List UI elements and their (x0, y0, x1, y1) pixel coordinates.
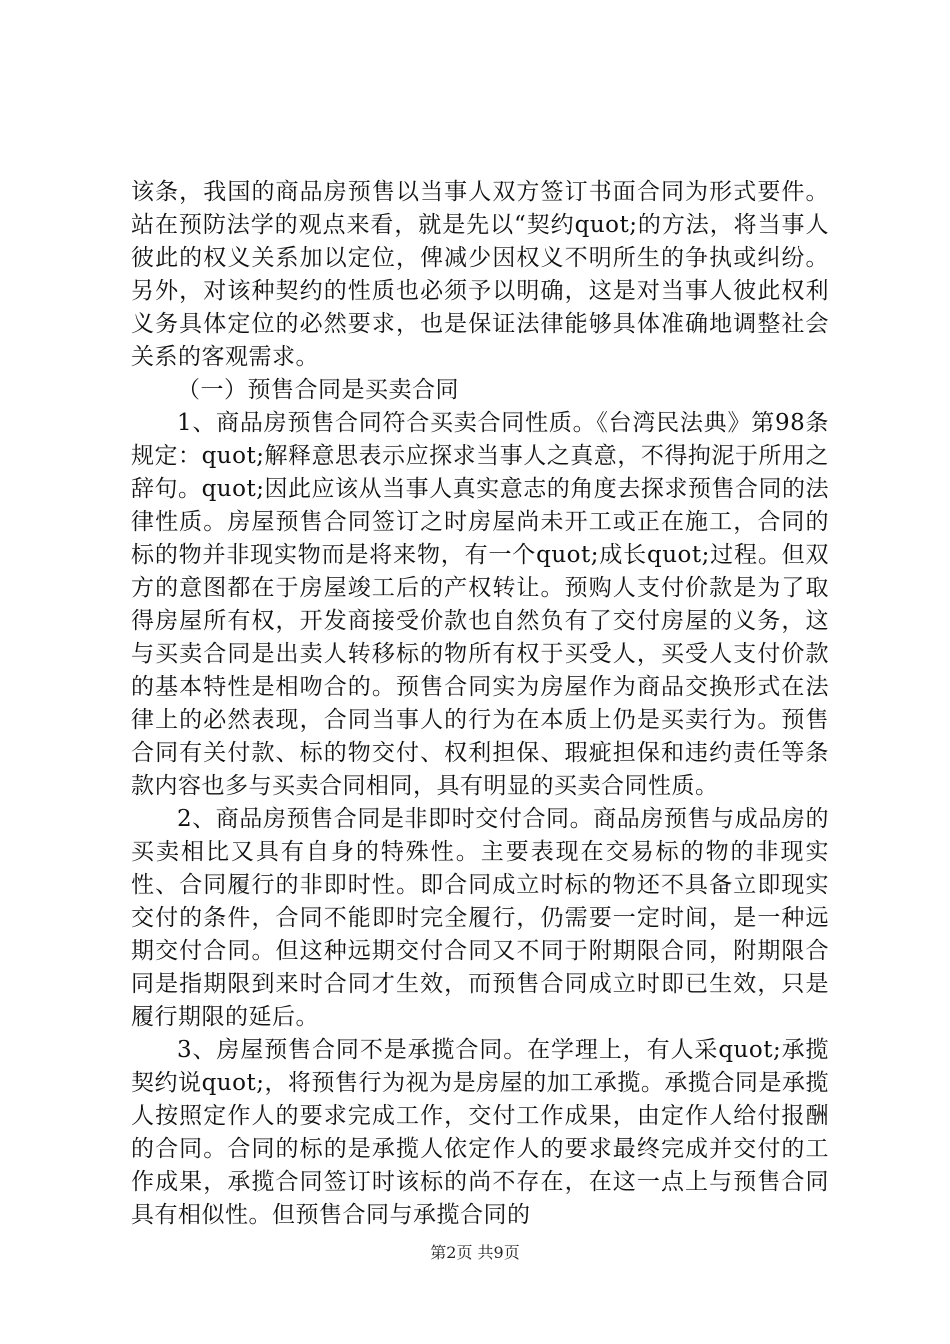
paragraph-point-3: 3、房屋预售合同不是承揽合同。在学理上，有人采quot;承揽契约说quot;，将预售行为视为是房屋的加工承揽。承揽合同是承揽人按照定作人的要求完成工作，交付工作成果，由定作人给付报酬的合同。合同的标的是承揽人依定作人的要求最终完成并交付的工作成果，承揽合同签订时该标的尚不存在，在这一点上与预售合同具有相似性。但预售合同与承揽合同的 (131, 1037, 829, 1228)
paragraph-intro: 该条，我国的商品房预售以当事人双方签订书面合同为形式要件。站在预防法学的观点来看，就是先以“契约quot;的方法，将当事人彼此的权义关系加以定位，俾减少因权义不明所生的争执或纠纷。另外，对该种契约的性质也必须予以明确，这是对当事人彼此权利义务具体定位的必然要求，也是保证法律能够具体准确地调整社会关系的客观需求。 (131, 179, 829, 370)
page-footer: 第2页 共9页 (430, 1243, 520, 1262)
document-body (131, 176, 829, 1232)
paragraph-point-1: 1、商品房预售合同符合买卖合同性质。《台湾民法典》第98条规定：quot;解释意思表示应探求当事人之真意，不得拘泥于所用之辞句。quot;因此应该从当事人真实意志的角度去探求预售合同的法律性质。房屋预售合同签订之时房屋尚未开工或正在施工，合同的标的物并非现实物而是将来物，有一个quot;成长quot;过程。但双方的意图都在于房屋竣工后的产权转让。预购人支付价款是为了取得房屋所有权，开发商接受价款也自然负有了交付房屋的义务，这与买卖合同是出卖人转移标的物所有权于买受人，买受人支付价款的基本特性是相吻合的。预售合同实为房屋作为商品交换形式在法律上的必然表现，合同当事人的行为在本质上仍是买卖行为。预售合同有关付款、标的物交付、权利担保、瑕疵担保和违约责任等条款内容也多与买卖合同相同，具有明显的买卖合同性质。 (131, 410, 829, 799)
paragraph-point-2: 2、商品房预售合同是非即时交付合同。商品房预售与成品房的买卖相比又具有自身的特殊性。主要表现在交易标的物的非现实性、合同履行的非即时性。即合同成立时标的物还不具备立即现实交付的条件，合同不能即时完全履行，仍需要一定时间，是一种远期交付合同。但这种远期交付合同又不同于附期限合同，附期限合同是指期限到来时合同才生效，而预售合同成立时即已生效，只是履行期限的延后。 (131, 806, 829, 1030)
section-heading: （一）预售合同是买卖合同 (177, 377, 459, 403)
